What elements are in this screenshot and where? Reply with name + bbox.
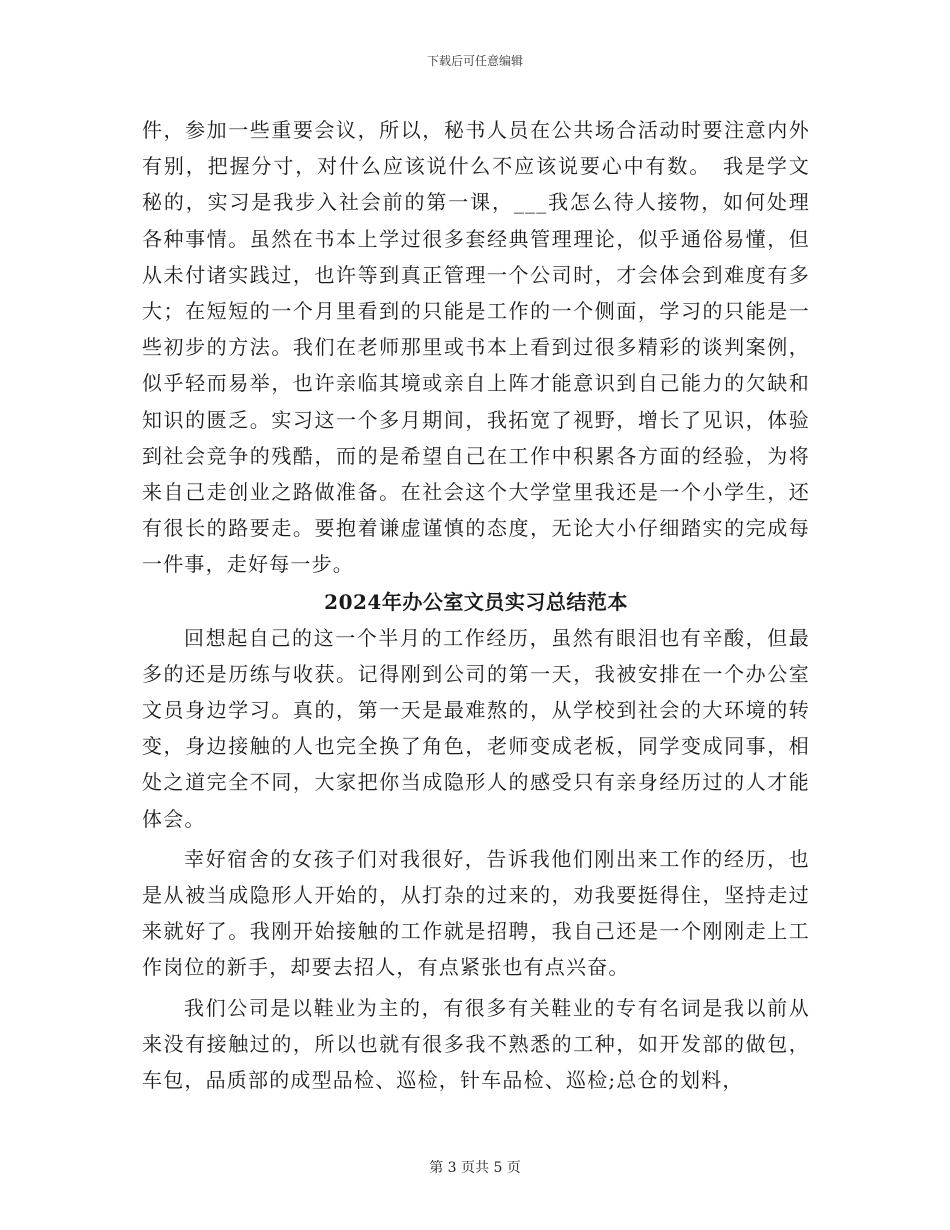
page-number: 第 3 页共 5 页 bbox=[429, 1160, 521, 1176]
body-paragraph: 件，参加一些重要会议，所以，秘书人员在公共场合活动时要注意内外有别，把握分寸，对什么应该说什么不应该说要心中有数。 我是学文秘的，实习是我步入社会前的第一课，___我怎么待人接物，如何处理各种事情。虽然在书本上学过很多套经典管理理论，似乎通俗易懂，但从未付诸实践过，也许等到真正管理一个公司时，才会体会到难度有多大；在短短的一个月里看到的只能是工作的一个侧面，学习的只能是一些初步的方法。我们在老师那里或书本上看到过很多精彩的谈判案例，似乎轻而易举，也许亲临其境或亲自上阵才能意识到自己能力的欠缺和知识的匮乏。实习这一个多月期间，我拓宽了视野，增长了见识，体验到社会竞争的残酷，而的是希望自己在工作中积累各方面的经验，为将来自己走创业之路做准备。在社会这个大学堂里我还是一个小学生，还有很长的路要走。要抱着谦虚谨慎的态度，无论大小仔细踏实的完成每一件事，走好每一步。 bbox=[142, 118, 810, 577]
document-body bbox=[142, 112, 810, 1098]
body-paragraph: 幸好宿舍的女孩子们对我很好，告诉我他们刚出来工作的经历，也是从被当成隐形人开始的，从打杂的过来的，劝我要挺得住，坚持走过来就好了。我刚开始接触的工作就是招聘，我自己还是一个刚刚走上工作岗位的新手，却要去招人，有点紧张也有点兴奋。 bbox=[142, 846, 810, 980]
page-header-note: 下载后可任意编辑 bbox=[426, 54, 523, 68]
section-title: 2024年办公室文员实习总结范本 bbox=[324, 589, 628, 614]
body-paragraph: 我们公司是以鞋业为主的，有很多有关鞋业的专有名词是我以前从来没有接触过的，所以也就有很多我不熟悉的工种，如开发部的做包，车包，品质部的成型品检、巡检，针车品检、巡检;总仓的划料， bbox=[142, 995, 810, 1093]
body-paragraph: 回想起自己的这一个半月的工作经历，虽然有眼泪也有辛酸，但最多的还是历练与收获。记得刚到公司的第一天，我被安排在一个办公室文员身边学习。真的，第一天是最难熬的，从学校到社会的大环境的转变，身边接触的人也完全换了角色，老师变成老板，同学变成同事，相处之道完全不同，大家把你当成隐形人的感受只有亲身经历过的人才能体会。 bbox=[142, 625, 810, 831]
